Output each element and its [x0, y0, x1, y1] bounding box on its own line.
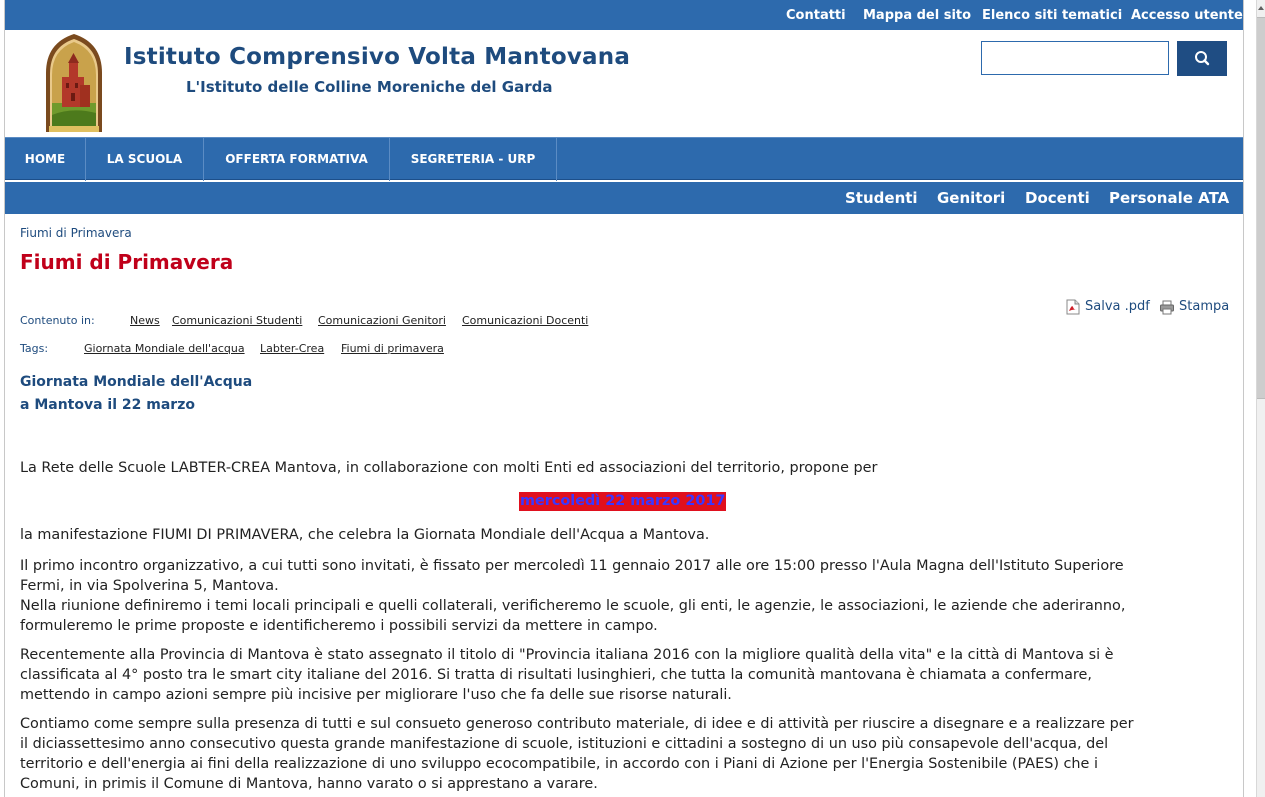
- nav-home[interactable]: HOME: [5, 138, 86, 181]
- search-button[interactable]: [1177, 41, 1227, 76]
- tags-label: Tags:: [20, 342, 49, 355]
- paragraph-line: territorio e dell'energia ai fini della realizzazione di uno sviluppo ecocompatibile, in accordo con i Piani di Azione per l'Energia Sostenibile (PAES) che i: [20, 756, 1098, 772]
- paragraph-line: formuleremo le prime proposte e identificheremo i possibili servizi da mettere in campo.: [20, 618, 658, 634]
- main-navigation: [5, 137, 1243, 180]
- printer-icon: [1159, 299, 1175, 315]
- site-subtitle: L'Istituto delle Colline Moreniche del Garda: [186, 78, 553, 96]
- subnav-studenti[interactable]: Studenti: [845, 189, 918, 207]
- nav-segreteria-urp[interactable]: SEGRETERIA - URP: [390, 138, 557, 181]
- tag-link-giornata-mondiale[interactable]: Giornata Mondiale dell'acqua: [84, 342, 245, 355]
- category-link-news[interactable]: News: [130, 314, 160, 327]
- paragraph-line: Nella riunione definiremo i temi locali principali e quelli collaterali, verificheremo le scuole, gli enti, le agenzie, le associazioni, le aziende che aderiranno,: [20, 598, 1126, 614]
- subnav-docenti[interactable]: Docenti: [1025, 189, 1090, 207]
- site-title[interactable]: Istituto Comprensivo Volta Mantovana: [124, 44, 631, 70]
- subnav-genitori[interactable]: Genitori: [937, 189, 1006, 207]
- link-elenco-siti-tematici[interactable]: Elenco siti tematici: [982, 8, 1123, 23]
- article-paragraph-2: [20, 556, 1225, 636]
- paragraph-line: Comuni, in primis il Comune di Mantova, hanno varato o si apprestano a varare.: [20, 776, 598, 792]
- article-heading-line: Giornata Mondiale dell'Acqua: [20, 374, 253, 390]
- tag-link-labter-crea[interactable]: Labter-Crea: [260, 342, 325, 355]
- pdf-icon: [1065, 299, 1081, 315]
- scroll-up-arrow-icon: [1257, 0, 1265, 16]
- site-header: [5, 30, 1243, 138]
- paragraph-line: Il primo incontro organizzativo, a cui tutti sono invitati, è fissato per mercoledì 11 gennaio 2017 alle ore 15:00 presso l'Aula Magna dell'Istituto Superiore: [20, 558, 1124, 574]
- paragraph-line: la manifestazione FIUMI DI PRIMAVERA, che celebra la Giornata Mondiale dell'Acqua a Mantova.: [20, 527, 710, 543]
- breadcrumb[interactable]: Fiumi di Primavera: [20, 226, 132, 240]
- category-link-comunicazioni-docenti[interactable]: Comunicazioni Docenti: [462, 314, 589, 327]
- page: [4, 0, 1244, 797]
- vertical-scrollbar[interactable]: [1256, 0, 1265, 797]
- school-logo[interactable]: [42, 33, 106, 132]
- search-icon: [1177, 41, 1227, 76]
- nav-offerta-formativa[interactable]: OFFERTA FORMATIVA: [204, 138, 390, 181]
- event-date-highlight: mercoledì 22 marzo 2017: [520, 493, 726, 509]
- category-link-comunicazioni-genitori[interactable]: Comunicazioni Genitori: [318, 314, 446, 327]
- page-title: Fiumi di Primavera: [20, 250, 234, 274]
- print-label: Stampa: [1179, 299, 1230, 314]
- scroll-up-button[interactable]: [1257, 0, 1265, 16]
- search-input[interactable]: [981, 41, 1169, 75]
- link-mappa-del-sito[interactable]: Mappa del sito: [863, 8, 972, 23]
- article-paragraph-1: [20, 525, 1225, 545]
- paragraph-line: Fermi, in via Spolverina 5, Mantova.: [20, 578, 279, 594]
- paragraph-line: Recentemente alla Provincia di Mantova è stato assegnato il titolo di "Provincia italiana 2016 con la migliore qualità della vita" e la città di Mantova si è: [20, 647, 1114, 663]
- article-intro: [20, 458, 1225, 478]
- subnav-personale-ata[interactable]: Personale ATA: [1109, 189, 1230, 207]
- paragraph-line: classificata al 4° posto tra le smart city italiane del 2016. Si tratta di risultati lusinghieri, che tutta la comunità mantovana è chiamata a confermare,: [20, 667, 1092, 683]
- nav-la-scuola[interactable]: LA SCUOLA: [86, 138, 204, 181]
- top-utility-bar: [5, 0, 1243, 30]
- link-contatti[interactable]: Contatti: [786, 8, 846, 23]
- paragraph-line: Contiamo come sempre sulla presenza di tutti e sul consueto generoso contributo materiale, di idee e di attività per riuscire a disegnare e a realizzare per: [20, 716, 1134, 732]
- save-pdf-label: Salva .pdf: [1085, 299, 1150, 314]
- scrollbar-thumb[interactable]: [1257, 17, 1265, 399]
- article-paragraph-3: [20, 645, 1225, 705]
- paragraph-line: La Rete delle Scuole LABTER-CREA Mantova, in collaborazione con molti Enti ed associazioni del territorio, propone per: [20, 460, 878, 476]
- paragraph-line: il diciassettesimo anno consecutivo questa grande manifestazione di scuole, istituzioni e cittadini a sostegno di un uso più consapevole dell'acqua, del: [20, 736, 1109, 752]
- article-heading-line: a Mantova il 22 marzo: [20, 397, 195, 413]
- content-in-label: Contenuto in:: [20, 314, 95, 327]
- tag-link-fiumi-di-primavera[interactable]: Fiumi di primavera: [341, 342, 444, 355]
- paragraph-line: mettendo in campo azioni sempre più incisive per migliorare l'uso che fa delle sue risorse naturali.: [20, 687, 732, 703]
- audience-navigation: [5, 182, 1243, 214]
- category-link-comunicazioni-studenti[interactable]: Comunicazioni Studenti: [172, 314, 303, 327]
- link-accesso-utente[interactable]: Accesso utente: [1131, 8, 1243, 23]
- article-paragraph-4: [20, 714, 1225, 794]
- article-heading: [20, 371, 252, 417]
